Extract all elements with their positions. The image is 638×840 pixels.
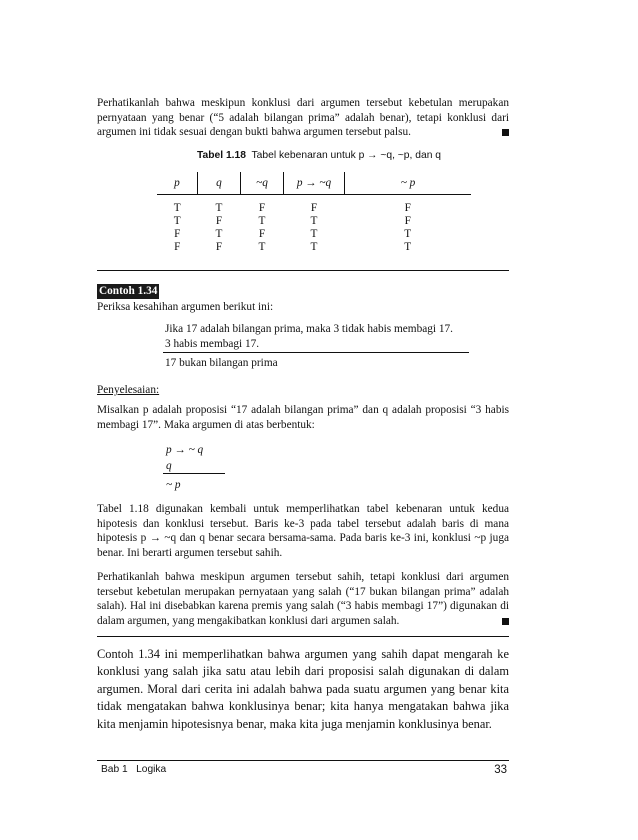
section-divider: [97, 270, 509, 271]
explanation-paragraph: Tabel 1.18 digunakan kembali untuk memperlihatkan tabel kebenaran untuk kedua hipotesis dan konklusi tersebut. Baris ke-3 pada tabel tersebut adalah baris di mana hipotesis p → ~q dan q benar secara bersama-sama. Pada baris ke-3 ini, konklusi ~p juga benar. Ini berarti argumen tersebut sahih.: [97, 503, 509, 559]
table-header-p: p: [157, 172, 198, 195]
end-of-proof-icon: [502, 129, 509, 136]
table-row: [157, 215, 471, 228]
table-header-not-q: ~q: [241, 172, 284, 195]
table-cell: F: [215, 241, 223, 253]
example-instruction: Periksa kesahihan argumen berikut ini:: [97, 301, 274, 313]
end-of-proof-icon: [502, 618, 509, 625]
form-conclusion: ~ p: [166, 479, 181, 491]
table-cell: F: [310, 202, 318, 214]
table-caption: Tabel 1.18 Tabel kebenaran untuk p → ~q, ~p, dan q: [196, 150, 442, 161]
closing-paragraph: Contoh 1.34 ini memperlihatkan bahwa argumen yang sahih dapat mengarah ke konklusi yang salah jika satu atau lebih dari proposisi salah digunakan di dalam argumen. Moral dari cerita ini adalah bahwa pada suatu argumen yang benar kita tidak mengatakan bahwa konklusinya benar; kita hanya mengatakan bahwa jika kita menjamin hipotesisnya benar, maka kita juga menjamin konklusinya benar.: [97, 647, 509, 731]
table-cell: T: [310, 228, 318, 240]
table-cell: T: [173, 215, 181, 227]
table-cell: T: [215, 228, 223, 240]
table-cell: F: [258, 228, 266, 240]
table-cell: F: [215, 215, 223, 227]
page-number: 33: [494, 764, 507, 776]
solution-paragraph: Misalkan p adalah proposisi “17 adalah bilangan prima” dan q adalah proposisi “3 habis membagi 17”. Maka argumen di atas berbentuk:: [97, 404, 509, 431]
form-premise-1: p → ~ q: [166, 444, 204, 456]
chapter-label: Bab 1 Logika: [101, 764, 167, 775]
table-row: [157, 241, 471, 254]
premise-1: Jika 17 adalah bilangan prima, maka 3 tidak habis membagi 17.: [165, 323, 453, 335]
table-cell: T: [310, 241, 318, 253]
premise-2: 3 habis membagi 17.: [165, 338, 260, 350]
table-cell: F: [174, 241, 181, 253]
page-footer: [101, 764, 507, 775]
table-cell: T: [404, 241, 412, 253]
table-cell: T: [258, 241, 266, 253]
table-header-not-p: ~ p: [345, 172, 472, 195]
form-rule: [163, 473, 225, 474]
table-header-p-implies-not-q: p → ~q: [284, 172, 345, 195]
table-row: [157, 195, 471, 216]
table-cell: T: [258, 215, 266, 227]
truth-table: [157, 172, 471, 254]
section-divider: [97, 636, 509, 637]
form-premise-2: q: [166, 460, 172, 472]
table-cell: T: [404, 228, 412, 240]
footer-rule: [97, 760, 509, 761]
table-header-q: q: [198, 172, 241, 195]
table-cell: F: [404, 202, 411, 214]
table-cell: F: [258, 202, 266, 214]
conclusion: 17 bukan bilangan prima: [165, 357, 278, 369]
table-cell: T: [310, 215, 318, 227]
table-cell: F: [174, 228, 181, 240]
table-cell: F: [404, 215, 411, 227]
note-paragraph: Perhatikanlah bahwa meskipun argumen tersebut sahih, tetapi konklusi dari argumen tersebut kebetulan merupakan pernyataan yang salah (“17 bukan bilangan prima” adalah salah). Hal ini disebabkan karena premis yang salah (“3 habis membagi 17”) digunakan di dalam argumen, yang mengakibatkan konklusi dari argumen salah.: [97, 571, 509, 627]
argument-rule: [163, 352, 469, 353]
table-row: [157, 228, 471, 241]
example-label: Contoh 1.34: [99, 285, 158, 297]
solution-label: Penyelesaian:: [97, 384, 160, 396]
table-cell: T: [173, 202, 181, 214]
table-cell: T: [215, 202, 223, 214]
intro-paragraph: Perhatikanlah bahwa meskipun konklusi dari argumen tersebut kebetulan merupakan pernyataan yang benar (“5 adalah bilangan prima” adalah benar), tetapi konklusi dari argumen ini tidak sesuai dengan bukti bahwa argumen tersebut palsu.: [97, 97, 509, 139]
